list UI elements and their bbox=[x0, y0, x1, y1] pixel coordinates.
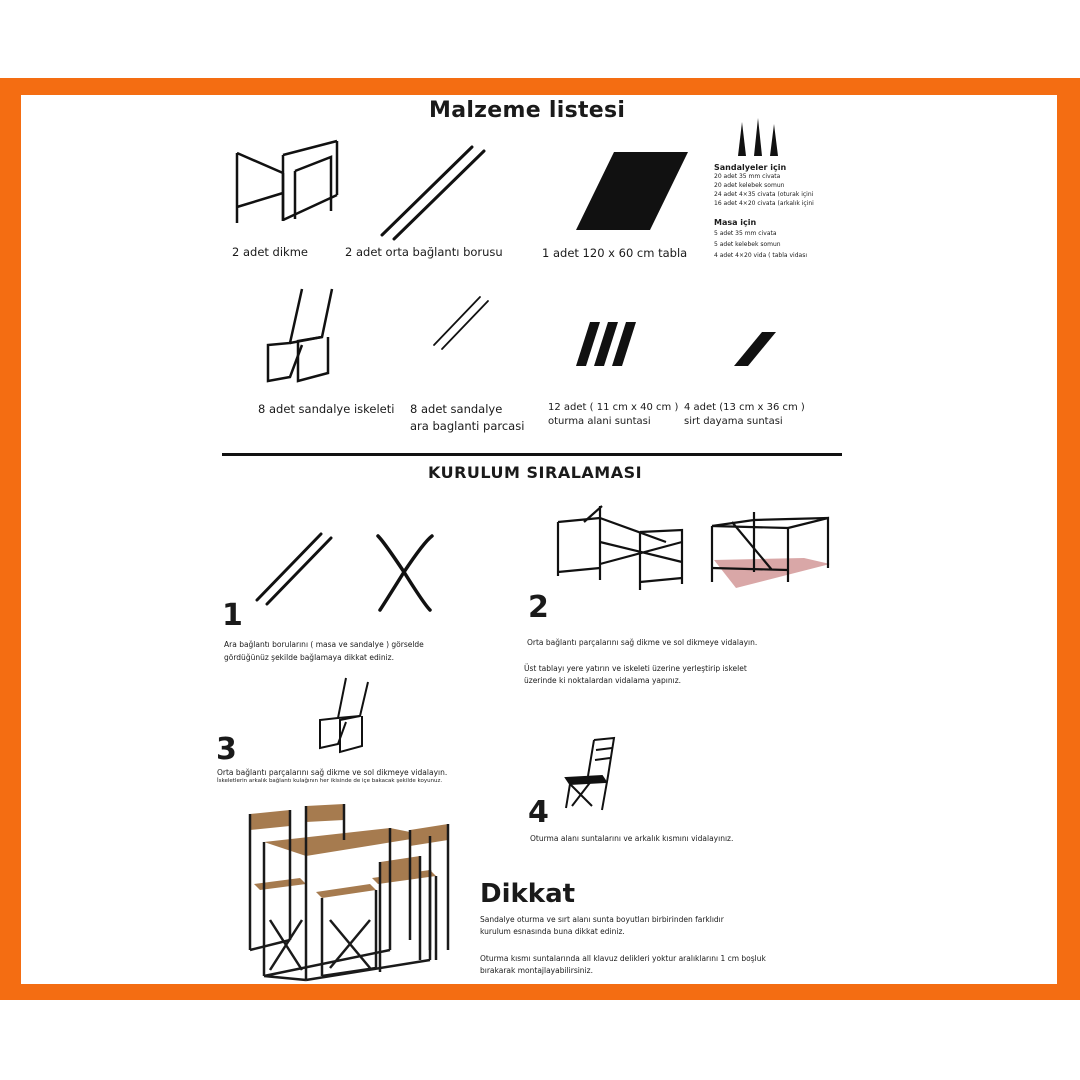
connecting-rods-icon bbox=[380, 145, 490, 240]
step-text: Oturma alanı suntalarını ve arkalık kısmını vidalayınız. bbox=[530, 834, 734, 843]
material-label: 8 adet sandalye bbox=[410, 402, 503, 416]
material-label: 1 adet 120 x 60 cm tabla bbox=[542, 246, 688, 260]
screws-icon bbox=[734, 116, 784, 158]
screws-item: 20 adet kelebek somun bbox=[714, 182, 785, 189]
material-label: 2 adet dikme bbox=[232, 245, 308, 259]
chair-frame-icon bbox=[262, 285, 342, 385]
instruction-sheet bbox=[21, 95, 1057, 984]
step2-table-icon bbox=[708, 508, 833, 590]
step1-cross-icon bbox=[374, 532, 436, 614]
step-number: 3 bbox=[216, 732, 237, 767]
assembled-furniture-illustration bbox=[240, 800, 462, 982]
step-text: İskeletlerin arkalık bağlantı kulağının her ikisinde de içe bakacak şekilde koyunuz. bbox=[217, 778, 443, 784]
step-text: gördüğünüz şekilde bağlamaya dikkat ediniz. bbox=[224, 653, 395, 662]
notice-title: Dikkat bbox=[480, 879, 576, 909]
step-text: üzerinde ki noktalardan vidalama yapınız. bbox=[524, 676, 682, 685]
step1-rods-icon bbox=[255, 532, 335, 607]
screws-item: 20 adet 35 mm civata bbox=[714, 173, 781, 180]
section-divider bbox=[222, 453, 842, 456]
material-label: 8 adet sandalye iskeleti bbox=[258, 402, 395, 416]
screws-table-title: Masa için bbox=[714, 218, 757, 227]
tabletop-icon bbox=[574, 150, 690, 232]
material-label: 12 adet ( 11 cm x 40 cm ) bbox=[548, 402, 679, 413]
material-label: oturma alani suntasi bbox=[548, 416, 651, 427]
notice-text: kurulum esnasında buna dikkat ediniz. bbox=[480, 927, 625, 936]
seat-boards-icon bbox=[574, 320, 640, 368]
frame-legs-icon bbox=[235, 135, 345, 230]
step2-frame-icon bbox=[554, 502, 689, 592]
screws-item: 16 adet 4×20 civata (arkalık içini bbox=[714, 200, 814, 207]
step4-chair-icon bbox=[562, 736, 618, 812]
screws-item: 4 adet 4×20 vida ( tabla vidası bbox=[714, 252, 807, 259]
step-number: 4 bbox=[528, 795, 549, 830]
step-text: Orta bağlantı parçalarını sağ dikme ve sol dikmeye vidalayın. bbox=[527, 638, 758, 647]
notice-text: Oturma kısmı suntalarında all klavuz delikleri yoktur aralıklarını 1 cm boşluk bbox=[480, 954, 766, 963]
step-text: Orta bağlantı parçalarını sağ dikme ve sol dikmeye vidalayın. bbox=[217, 768, 448, 777]
material-label: sirt dayama suntasi bbox=[684, 416, 783, 427]
step-number: 1 bbox=[222, 598, 243, 633]
notice-text: bırakarak montajlayabilirsiniz. bbox=[480, 966, 593, 975]
page-title: Malzeme listesi bbox=[429, 98, 626, 123]
material-label: ara baglanti parcasi bbox=[410, 419, 525, 433]
screws-item: 5 adet kelebek somun bbox=[714, 241, 781, 248]
step3-chair-icon bbox=[316, 676, 372, 754]
screws-item: 24 adet 4×35 civata (oturak içini bbox=[714, 191, 814, 198]
back-board-icon bbox=[734, 330, 778, 368]
material-label: 2 adet orta bağlantı borusu bbox=[345, 245, 503, 259]
step-number: 2 bbox=[528, 590, 549, 625]
step-text: Ara bağlantı borularını ( masa ve sandalye ) görselde bbox=[224, 640, 424, 649]
screws-item: 5 adet 35 mm civata bbox=[714, 230, 777, 237]
screws-chairs-title: Sandalyeler için bbox=[714, 163, 787, 172]
material-label: 4 adet (13 cm x 36 cm ) bbox=[684, 402, 805, 413]
notice-text: Sandalye oturma ve sırt alanı sunta boyutları birbirinden farklıdır bbox=[480, 915, 724, 924]
step-text: Üst tablayı yere yatırın ve iskeleti üzerine yerleştirip iskelet bbox=[524, 664, 747, 673]
chair-rods-icon bbox=[432, 295, 490, 350]
assembly-title: KURULUM SIRALAMASI bbox=[428, 463, 643, 482]
